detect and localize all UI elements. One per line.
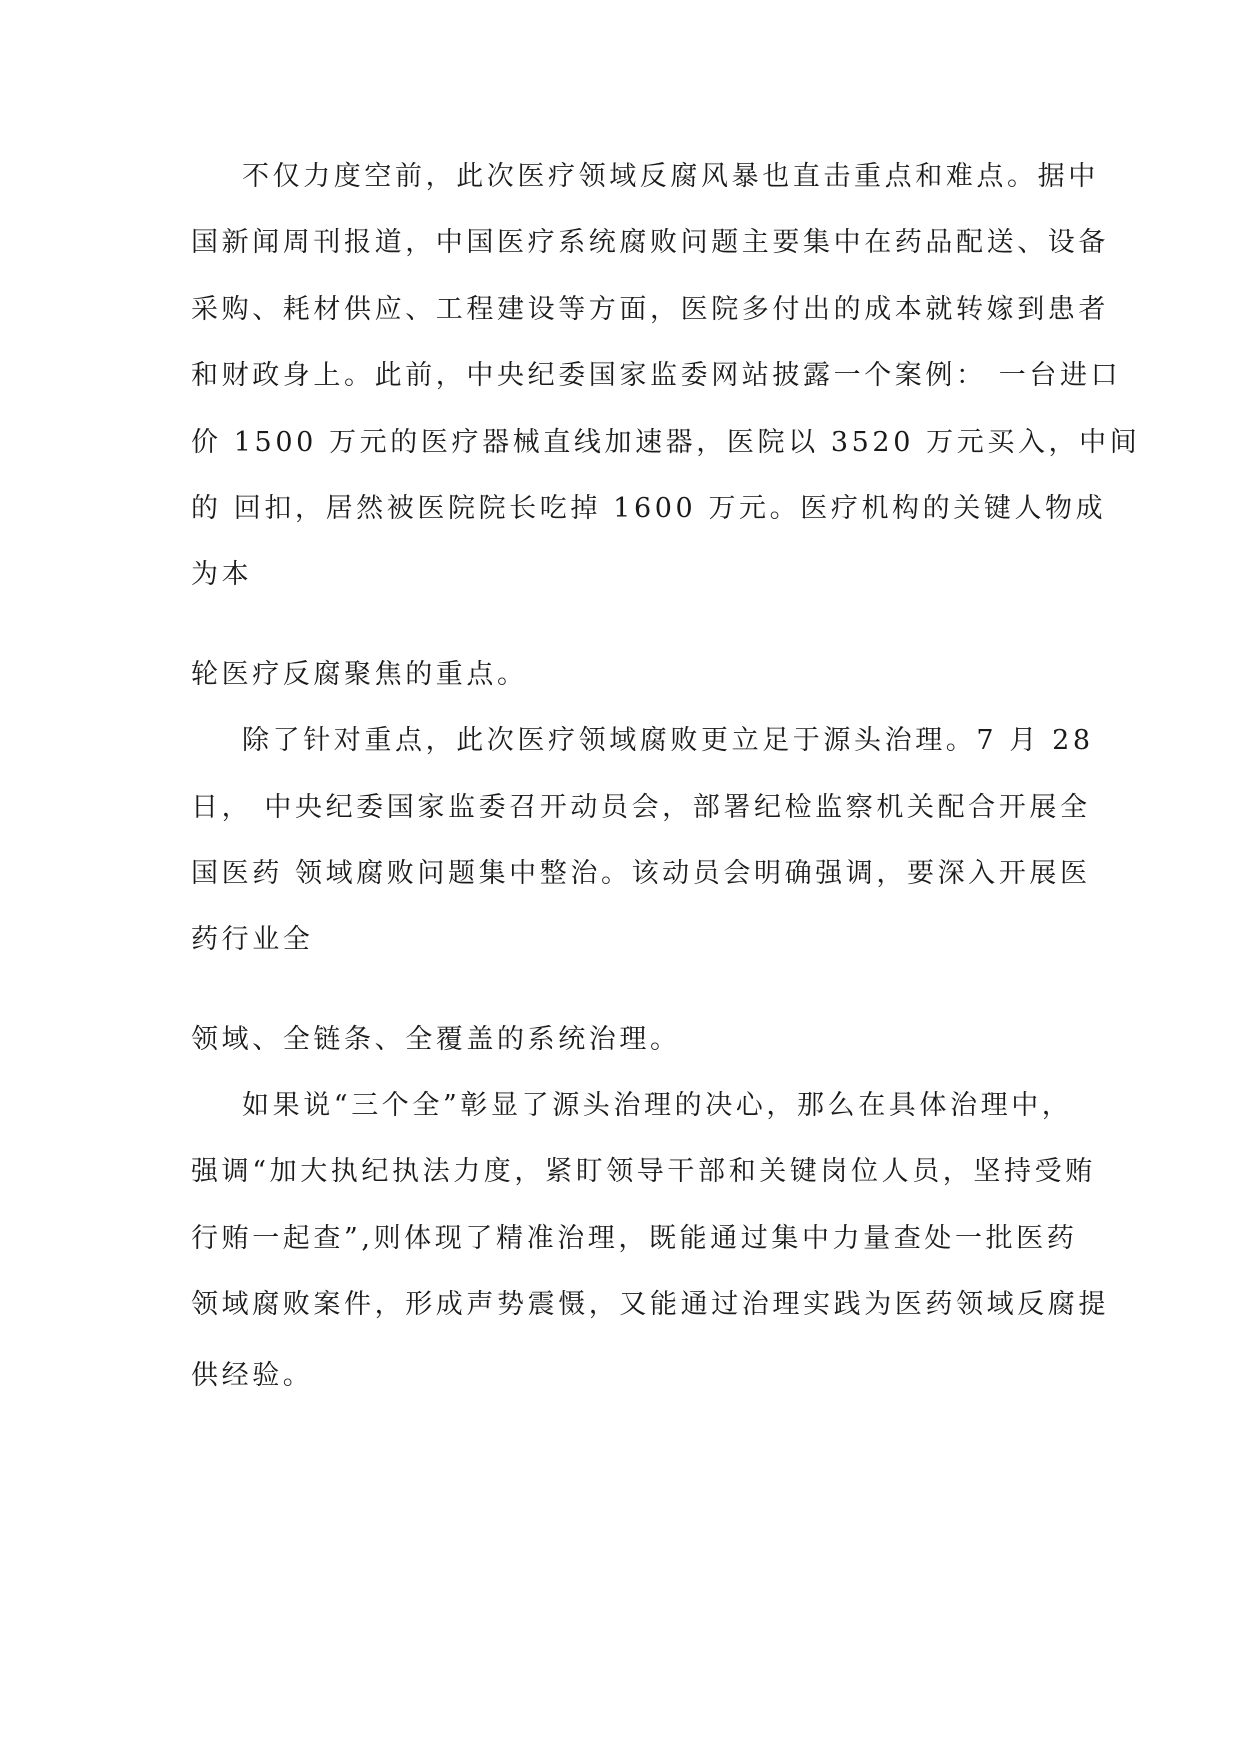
paragraph-1-line-7: 为本 [191, 559, 253, 590]
paragraph-3-line-3: 行贿一起查”,则体现了精准治理，既能通过集中力量查处一批医药 [191, 1223, 1078, 1254]
paragraph-1-line-1: 不仅力度空前，此次医疗领域反腐风暴也直击重点和难点。据中 [242, 161, 1099, 192]
paragraph-2-line-2: 日， 中央纪委国家监委召开动员会，部署纪检监察机关配合开展全 [191, 792, 1091, 823]
paragraph-1-line-2: 国新闻周刊报道，中国医疗系统腐败问题主要集中在药品配送、设备 [191, 227, 1109, 258]
paragraph-1-line-8: 轮医疗反腐聚焦的重点。 [191, 659, 528, 690]
paragraph-2-line-1: 除了针对重点，此次医疗领域腐败更立足于源头治理。7 月 28 [242, 725, 1094, 756]
paragraph-3-line-4: 领域腐败案件，形成声势震慑，又能通过治理实践为医药领域反腐提 [191, 1289, 1109, 1320]
paragraph-1-line-4: 和财政身上。此前，中央纪委国家监委网站披露一个案例： 一台进口 [191, 360, 1122, 391]
paragraph-1-line-3: 采购、耗材供应、工程建设等方面，医院多付出的成本就转嫁到患者 [191, 294, 1109, 325]
paragraph-3-line-5: 供经验。 [191, 1360, 314, 1391]
paragraph-2-line-4: 药行业全 [191, 924, 314, 955]
paragraph-1-line-6: 的 回扣，居然被医院院长吃掉 1600 万元。医疗机构的关键人物成 [191, 493, 1107, 524]
paragraph-2-line-3: 国医药 领域腐败问题集中整治。该动员会明确强调，要深入开展医 [191, 858, 1091, 889]
paragraph-2-line-5: 领域、全链条、全覆盖的系统治理。 [191, 1024, 681, 1055]
paragraph-1-line-5: 价 1500 万元的医疗器械直线加速器，医院以 3520 万元买入，中间 [191, 427, 1141, 458]
paragraph-3-line-2: 强调“加大执纪执法力度，紧盯领导干部和关键岗位人员，坚持受贿 [191, 1156, 1096, 1187]
paragraph-3-line-1: 如果说“三个全”彰显了源头治理的决心，那么在具体治理中， [242, 1090, 1073, 1121]
